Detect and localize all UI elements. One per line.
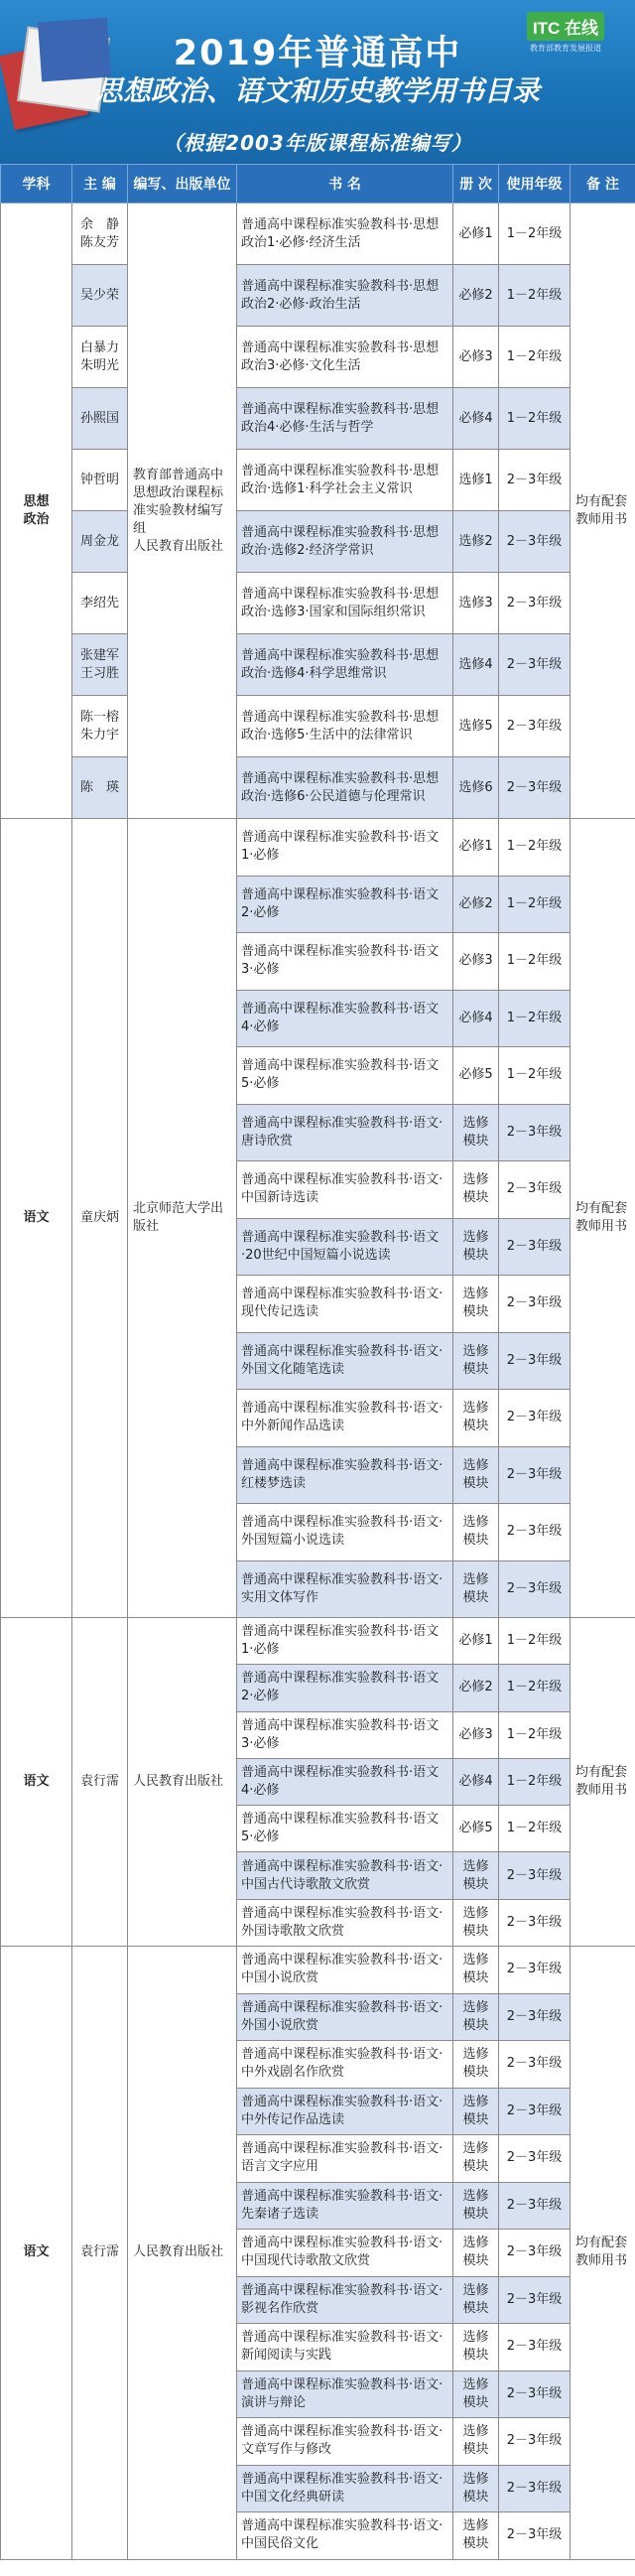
publisher-cell: 人民教育出版社 — [128, 1618, 237, 1947]
table-row — [1, 327, 635, 388]
grade-cell: 2－3年级 — [499, 2465, 571, 2512]
table-header-row — [1, 165, 635, 203]
grade-cell: 2－3年级 — [499, 2371, 571, 2418]
grade-cell: 1－2年级 — [499, 1806, 571, 1852]
book-title-cell: 普通高中课程标准实验教科书·语文·红楼梦选读 — [237, 1446, 453, 1504]
book-title-cell: 普通高中课程标准实验教科书·语文5·必修 — [237, 1047, 453, 1105]
grade-cell: 2－3年级 — [499, 1947, 571, 1994]
table-row — [1, 450, 635, 511]
volume-cell: 选修 模块 — [453, 2465, 499, 2512]
grade-cell: 2－3年级 — [499, 696, 571, 757]
remark-cell: 均有配套教师用书 — [571, 203, 635, 819]
grade-cell: 2－3年级 — [499, 1504, 571, 1561]
subject-cell: 语文 — [1, 1618, 72, 1947]
volume-cell: 选修 模块 — [453, 1852, 499, 1899]
volume-cell: 选修 模块 — [453, 1993, 499, 2041]
grade-cell: 2－3年级 — [499, 1332, 571, 1390]
volume-cell: 必修4 — [453, 990, 499, 1047]
grade-cell: 1－2年级 — [499, 819, 571, 877]
book-title-cell: 普通高中课程标准实验教科书·语文·先秦诸子选读 — [237, 2182, 453, 2230]
book-title-cell: 普通高中课程标准实验教科书·思想政治·选修3·国家和国际组织常识 — [237, 573, 453, 634]
volume-cell: 必修2 — [453, 1665, 499, 1711]
book-title-cell: 普通高中课程标准实验教科书·思想政治·选修4·科学思维常识 — [237, 634, 453, 696]
book-title-cell: 普通高中课程标准实验教科书·语文·文章写作与修改 — [237, 2418, 453, 2466]
volume-cell: 必修1 — [453, 819, 499, 877]
grade-cell: 1－2年级 — [499, 1758, 571, 1805]
grade-cell: 2－3年级 — [499, 450, 571, 511]
book-title-cell: 普通高中课程标准实验教科书·语文·新闻阅读与实践 — [237, 2324, 453, 2372]
grade-cell: 1－2年级 — [499, 990, 571, 1047]
table-row — [1, 203, 635, 265]
book-title-cell: 普通高中课程标准实验教科书·语文2·必修 — [237, 1665, 453, 1711]
table-body — [1, 203, 635, 2560]
book-title-cell: 普通高中课程标准实验教科书·思想政治·选修5·生活中的法律常识 — [237, 696, 453, 757]
book-title-cell: 普通高中课程标准实验教科书·语文·中外戏剧名作欣赏 — [237, 2041, 453, 2089]
book-title-cell: 普通高中课程标准实验教科书·语文1·必修 — [237, 1618, 453, 1665]
book-title-cell: 普通高中课程标准实验教科书·语文·影视名作欣赏 — [237, 2276, 453, 2324]
col-header-remark: 备 注 — [571, 165, 635, 203]
book-title-cell: 普通高中课程标准实验教科书·语文3·必修 — [237, 1711, 453, 1758]
remark-cell: 均有配套教师用书 — [571, 1947, 635, 2560]
site-logo — [510, 12, 621, 54]
publisher-cell: 人民教育出版社 — [128, 1947, 237, 2560]
table-row — [1, 634, 635, 696]
col-header-title: 书 名 — [237, 165, 453, 203]
editor-cell: 周金龙 — [72, 511, 128, 573]
volume-cell: 选修 模块 — [453, 2182, 499, 2230]
book-title-cell: 普通高中课程标准实验教科书·语文·现代传记选读 — [237, 1276, 453, 1333]
volume-cell: 选修 模块 — [453, 1276, 499, 1333]
book-title-cell: 普通高中课程标准实验教科书·思想政治·选修2·经济学常识 — [237, 511, 453, 573]
book-title-cell: 普通高中课程标准实验教科书·思想政治3·必修·文化生活 — [237, 327, 453, 388]
subject-cell: 语文 — [1, 819, 72, 1618]
volume-cell: 选修4 — [453, 634, 499, 696]
editor-cell: 余 静 陈友芳 — [72, 203, 128, 265]
grade-cell: 2－3年级 — [499, 1560, 571, 1618]
editor-cell: 陈 瑛 — [72, 757, 128, 819]
grade-cell: 2－3年级 — [499, 1852, 571, 1899]
table-row — [1, 757, 635, 819]
volume-cell: 必修2 — [453, 265, 499, 327]
title-line-2: 思想政治、语文和历史教学用书目录 — [94, 74, 540, 107]
book-title-cell: 普通高中课程标准实验教科书·语文·中国古代诗歌散文欣赏 — [237, 1852, 453, 1899]
book-title-cell: 普通高中课程标准实验教科书·语文·中国新诗选读 — [237, 1161, 453, 1219]
logo-subtitle: 教育部教育发展报道 — [530, 44, 601, 53]
grade-cell: 2－3年级 — [499, 1390, 571, 1447]
volume-cell: 选修 模块 — [453, 1390, 499, 1447]
grade-cell: 2－3年级 — [499, 2230, 571, 2277]
volume-cell: 必修1 — [453, 1618, 499, 1665]
book-title-cell: 普通高中课程标准实验教科书·语文·中外传记作品选读 — [237, 2088, 453, 2135]
table-row — [1, 819, 635, 877]
book-title-cell: 普通高中课程标准实验教科书·思想政治4·必修·生活与哲学 — [237, 388, 453, 450]
editor-cell: 钟哲明 — [72, 450, 128, 511]
volume-cell: 选修 模块 — [453, 1161, 499, 1219]
editor-cell: 吴少荣 — [72, 265, 128, 327]
book-title-cell: 普通高中课程标准实验教科书·思想政治·选修6·公民道德与伦理常识 — [237, 757, 453, 819]
book-title-cell: 普通高中课程标准实验教科书·语文4·必修 — [237, 990, 453, 1047]
table-row — [1, 696, 635, 757]
volume-cell: 选修 模块 — [453, 2512, 499, 2560]
book-title-cell: 普通高中课程标准实验教科书·思想政治1·必修·经济生活 — [237, 203, 453, 265]
book-title-cell: 普通高中课程标准实验教科书·语文·外国文化随笔选读 — [237, 1332, 453, 1390]
book-title-cell: 普通高中课程标准实验教科书·语文·中国民俗文化 — [237, 2512, 453, 2560]
grade-cell: 1－2年级 — [499, 933, 571, 991]
volume-cell: 选修 模块 — [453, 2135, 499, 2183]
grade-cell: 2－3年级 — [499, 1161, 571, 1219]
grade-cell: 1－2年级 — [499, 388, 571, 450]
volume-cell: 选修 模块 — [453, 2324, 499, 2372]
grade-cell: 1－2年级 — [499, 265, 571, 327]
volume-cell: 必修5 — [453, 1806, 499, 1852]
logo-mark: ITC 在线 — [527, 12, 604, 41]
col-header-editor: 主 编 — [72, 165, 128, 203]
grade-cell: 2－3年级 — [499, 634, 571, 696]
table-row — [1, 511, 635, 573]
col-header-publisher: 编写、出版单位 — [128, 165, 237, 203]
book-title-cell: 普通高中课程标准实验教科书·思想政治·选修1·科学社会主义常识 — [237, 450, 453, 511]
volume-cell: 选修2 — [453, 511, 499, 573]
volume-cell: 选修 模块 — [453, 1504, 499, 1561]
grade-cell: 2－3年级 — [499, 2418, 571, 2466]
book-title-cell: 普通高中课程标准实验教科书·语文2·必修 — [237, 876, 453, 933]
table-row — [1, 573, 635, 634]
grade-cell: 2－3年级 — [499, 2324, 571, 2372]
volume-cell: 选修 模块 — [453, 1104, 499, 1161]
page-header — [0, 0, 635, 164]
publisher-cell: 教育部普通高中思想政治课程标准实验教材编写组 人民教育出版社 — [128, 203, 237, 819]
grade-cell: 1－2年级 — [499, 203, 571, 265]
volume-cell: 选修 模块 — [453, 1560, 499, 1618]
volume-cell: 选修 模块 — [453, 2041, 499, 2089]
remark-cell: 均有配套教师用书 — [571, 819, 635, 1618]
subject-cell: 思想 政治 — [1, 203, 72, 819]
grade-cell: 2－3年级 — [499, 511, 571, 573]
book-title-cell: 普通高中课程标准实验教科书·语文·外国诗歌散文欣赏 — [237, 1899, 453, 1946]
volume-cell: 选修 模块 — [453, 1218, 499, 1276]
grade-cell: 1－2年级 — [499, 876, 571, 933]
book-title-cell: 普通高中课程标准实验教科书·语文·演讲与辩论 — [237, 2371, 453, 2418]
textbook-table — [0, 164, 635, 2560]
volume-cell: 选修3 — [453, 573, 499, 634]
book-title-cell: 普通高中课程标准实验教科书·语文·中国现代诗歌散文欣赏 — [237, 2230, 453, 2277]
editor-cell: 白暴力 朱明光 — [72, 327, 128, 388]
grade-cell: 2－3年级 — [499, 1218, 571, 1276]
editor-cell: 李绍先 — [72, 573, 128, 634]
volume-cell: 选修 模块 — [453, 1899, 499, 1946]
grade-cell: 1－2年级 — [499, 1665, 571, 1711]
table-row — [1, 1618, 635, 1665]
volume-cell: 选修6 — [453, 757, 499, 819]
table-row — [1, 265, 635, 327]
col-header-grade: 使用年级 — [499, 165, 571, 203]
volume-cell: 必修5 — [453, 1047, 499, 1105]
book-title-cell: 普通高中课程标准实验教科书·语文·外国短篇小说选读 — [237, 1504, 453, 1561]
grade-cell: 1－2年级 — [499, 1618, 571, 1665]
book-title-cell: 普通高中课程标准实验教科书·语文·实用文体写作 — [237, 1560, 453, 1618]
volume-cell: 选修 模块 — [453, 1332, 499, 1390]
volume-cell: 必修2 — [453, 876, 499, 933]
book-title-cell: 普通高中课程标准实验教科书·语文·外国小说欣赏 — [237, 1993, 453, 2041]
grade-cell: 1－2年级 — [499, 1047, 571, 1105]
volume-cell: 必修3 — [453, 327, 499, 388]
book-title-cell: 普通高中课程标准实验教科书·语文·20世纪中国短篇小说选读 — [237, 1218, 453, 1276]
book-title-cell: 普通高中课程标准实验教科书·语文·语言文字应用 — [237, 2135, 453, 2183]
grade-cell: 2－3年级 — [499, 2276, 571, 2324]
volume-cell: 选修5 — [453, 696, 499, 757]
book-title-cell: 普通高中课程标准实验教科书·语文·中国小说欣赏 — [237, 1947, 453, 1994]
volume-cell: 选修 模块 — [453, 2276, 499, 2324]
table-row — [1, 388, 635, 450]
volume-cell: 选修 模块 — [453, 2371, 499, 2418]
grade-cell: 2－3年级 — [499, 1993, 571, 2041]
book-title-cell: 普通高中课程标准实验教科书·语文4·必修 — [237, 1758, 453, 1805]
grade-cell: 2－3年级 — [499, 2041, 571, 2089]
editor-cell: 孙熙国 — [72, 388, 128, 450]
grade-cell: 2－3年级 — [499, 1899, 571, 1946]
grade-cell: 1－2年级 — [499, 1711, 571, 1758]
volume-cell: 选修 模块 — [453, 1446, 499, 1504]
book-title-cell: 普通高中课程标准实验教科书·语文·唐诗欣赏 — [237, 1104, 453, 1161]
volume-cell: 必修3 — [453, 933, 499, 991]
volume-cell: 选修1 — [453, 450, 499, 511]
publisher-cell: 北京师范大学出版社 — [128, 819, 237, 1618]
editor-cell: 袁行霈 — [72, 1618, 128, 1947]
grade-cell: 2－3年级 — [499, 1446, 571, 1504]
col-header-volume: 册 次 — [453, 165, 499, 203]
col-header-subject: 学科 — [1, 165, 72, 203]
volume-cell: 必修4 — [453, 1758, 499, 1805]
grade-cell: 2－3年级 — [499, 1104, 571, 1161]
volume-cell: 必修1 — [453, 203, 499, 265]
grade-cell: 2－3年级 — [499, 2182, 571, 2230]
book-title-cell: 普通高中课程标准实验教科书·思想政治2·必修·政治生活 — [237, 265, 453, 327]
editor-cell: 童庆炳 — [72, 819, 128, 1618]
volume-cell: 选修 模块 — [453, 2418, 499, 2466]
grade-cell: 2－3年级 — [499, 2135, 571, 2183]
book-title-cell: 普通高中课程标准实验教科书·语文1·必修 — [237, 819, 453, 877]
grade-cell: 2－3年级 — [499, 2088, 571, 2135]
volume-cell: 必修4 — [453, 388, 499, 450]
grade-cell: 2－3年级 — [499, 757, 571, 819]
book-title-cell: 普通高中课程标准实验教科书·语文5·必修 — [237, 1806, 453, 1852]
volume-cell: 选修 模块 — [453, 2088, 499, 2135]
grade-cell: 1－2年级 — [499, 327, 571, 388]
book-title-cell: 普通高中课程标准实验教科书·语文·中国文化经典研读 — [237, 2465, 453, 2512]
book-title-cell: 普通高中课程标准实验教科书·语文3·必修 — [237, 933, 453, 991]
volume-cell: 选修 模块 — [453, 1947, 499, 1994]
book-title-cell: 普通高中课程标准实验教科书·语文·中外新闻作品选读 — [237, 1390, 453, 1447]
remark-cell: 均有配套教师用书 — [571, 1618, 635, 1947]
table-row — [1, 1947, 635, 1994]
subtitle: （根据2003年版课程标准编写） — [163, 131, 472, 155]
volume-cell: 必修3 — [453, 1711, 499, 1758]
editor-cell: 陈一榕 朱力宇 — [72, 696, 128, 757]
grade-cell: 2－3年级 — [499, 2512, 571, 2560]
title-line-1: 2019年普通高中 — [173, 34, 462, 73]
grade-cell: 2－3年级 — [499, 1276, 571, 1333]
grade-cell: 2－3年级 — [499, 573, 571, 634]
editor-cell: 张建军 王习胜 — [72, 634, 128, 696]
editor-cell: 袁行霈 — [72, 1947, 128, 2560]
volume-cell: 选修 模块 — [453, 2230, 499, 2277]
subject-cell: 语文 — [1, 1947, 72, 2560]
